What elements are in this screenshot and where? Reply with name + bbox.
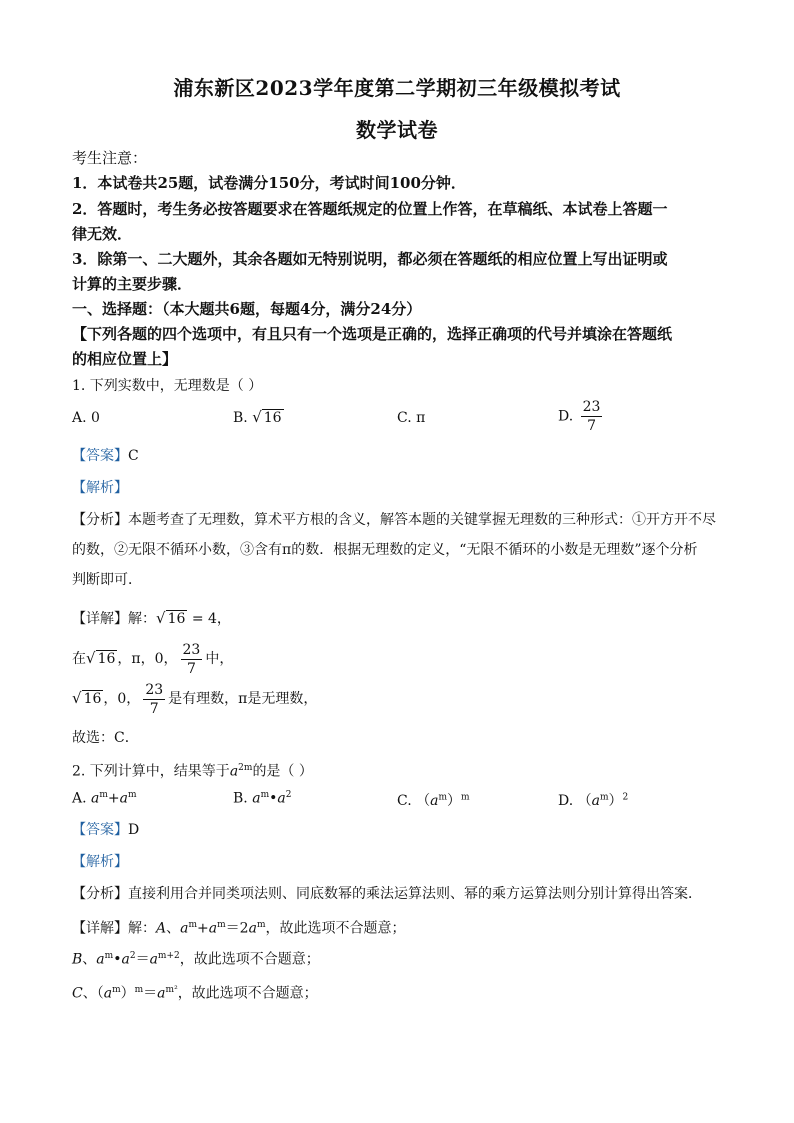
- q1-list-line: 在√ 16 ，π，0， $\frac{23}{7}$ 中，: [72, 641, 234, 677]
- q2-option-b: B. $a^m•a^2$: [233, 790, 292, 807]
- q2-answer: 【答案】D: [72, 822, 140, 838]
- q1-classify-line: √ 16 ，0， $\frac{23}{7}$ 是有理数，π是无理数，: [72, 681, 318, 717]
- q2-detail-c: C、$(a^m)^m=a^{m^2}$，故此选项不合题意；: [72, 985, 318, 1002]
- q2-fenxi: 【分析】直接利用合并同类项法则、同底数幂的乘法运算法则、幂的乘方运算法则分别计算得出答案．: [72, 886, 702, 902]
- sqrt-symbol: √ 16: [252, 408, 282, 426]
- section-instruction-1: 【下列各题的四个选项中，有且只有一个选项是正确的，选择正确项的代号并填涂在答题纸: [72, 325, 673, 343]
- q2-stem: 2. 下列计算中，结果等于$a^{2m}$的是（ ）: [72, 763, 313, 780]
- fraction: $\frac{23}{7}$: [182, 641, 201, 677]
- sqrt-symbol: √ 16: [72, 689, 102, 707]
- sqrt-symbol: √ 16: [86, 649, 116, 667]
- q2-analysis-tag: 【解析】: [72, 854, 128, 870]
- notice-item-3-cont: 计算的主要步骤．: [72, 275, 193, 293]
- q1-fenxi-2: 的数，②无限不循环小数，③含有π的数．根据无理数的定义，“无限不循环的小数是无理数”逐个分析: [72, 542, 698, 558]
- q2-detail-a: 【详解】解：A、$a^m+a^m=2a^m$，故此选项不合题意；: [72, 920, 406, 937]
- q2-option-c: C. $(a^m)^m$: [397, 792, 470, 809]
- q1-fenxi-3: 判断即可．: [72, 572, 142, 588]
- q1-analysis-tag: 【解析】: [72, 480, 128, 496]
- notice-item-2-cont: 律无效．: [72, 225, 133, 243]
- q1-detail: 【详解】解：√ 16 = 4，: [72, 606, 734, 631]
- q1-option-d: D. $\frac{23}{7}$: [558, 399, 601, 434]
- notice-item-3: 3．除第一、二大题外，其余各题如无特别说明，都必须在答题纸的相应位置上写出证明或: [72, 250, 668, 268]
- notice-heading: 考生注意：: [72, 149, 148, 167]
- q1-option-c: C. π: [397, 410, 426, 426]
- page-subtitle: 数学试卷: [356, 118, 438, 142]
- fraction: $\frac{23}{7}$: [582, 399, 601, 434]
- q1-answer: 【答案】C: [72, 448, 139, 464]
- q2-detail-b: B、$a^m•a^2=a^{m+2}$，故此选项不合题意；: [72, 951, 320, 968]
- notice-item-1: 1．本试卷共25题，试卷满分150分，考试时间100分钟．: [72, 174, 466, 192]
- q1-fenxi-1: 【分析】本题考查了无理数，算术平方根的含义，解答本题的关键掌握无理数的三种形式：①开方开不尽: [72, 512, 716, 528]
- q1-stem: 1. 下列实数中，无理数是（ ）: [72, 378, 263, 394]
- q1-option-a: A. 0: [72, 410, 100, 426]
- q1-option-b: B. √ 16: [233, 408, 282, 426]
- q1-conclusion: 故选：C．: [72, 730, 139, 746]
- notice-item-2: 2．答题时，考生务必按答题要求在答题纸规定的位置上作答，在草稿纸、本试卷上答题一: [72, 200, 668, 218]
- q2-option-a: A. $a^m+a^m$: [72, 790, 137, 807]
- sqrt-symbol: √ 16: [156, 609, 186, 627]
- q2-option-d: D. $(a^m)^2$: [558, 792, 629, 809]
- page-title: 浦东新区2023学年度第二学期初三年级模拟考试: [173, 76, 621, 100]
- section-heading: 一、选择题：（本大题共6题，每题4分，满分24分）: [72, 300, 422, 318]
- section-instruction-2: 的相应位置上】: [72, 350, 178, 368]
- fraction: $\frac{23}{7}$: [145, 681, 164, 717]
